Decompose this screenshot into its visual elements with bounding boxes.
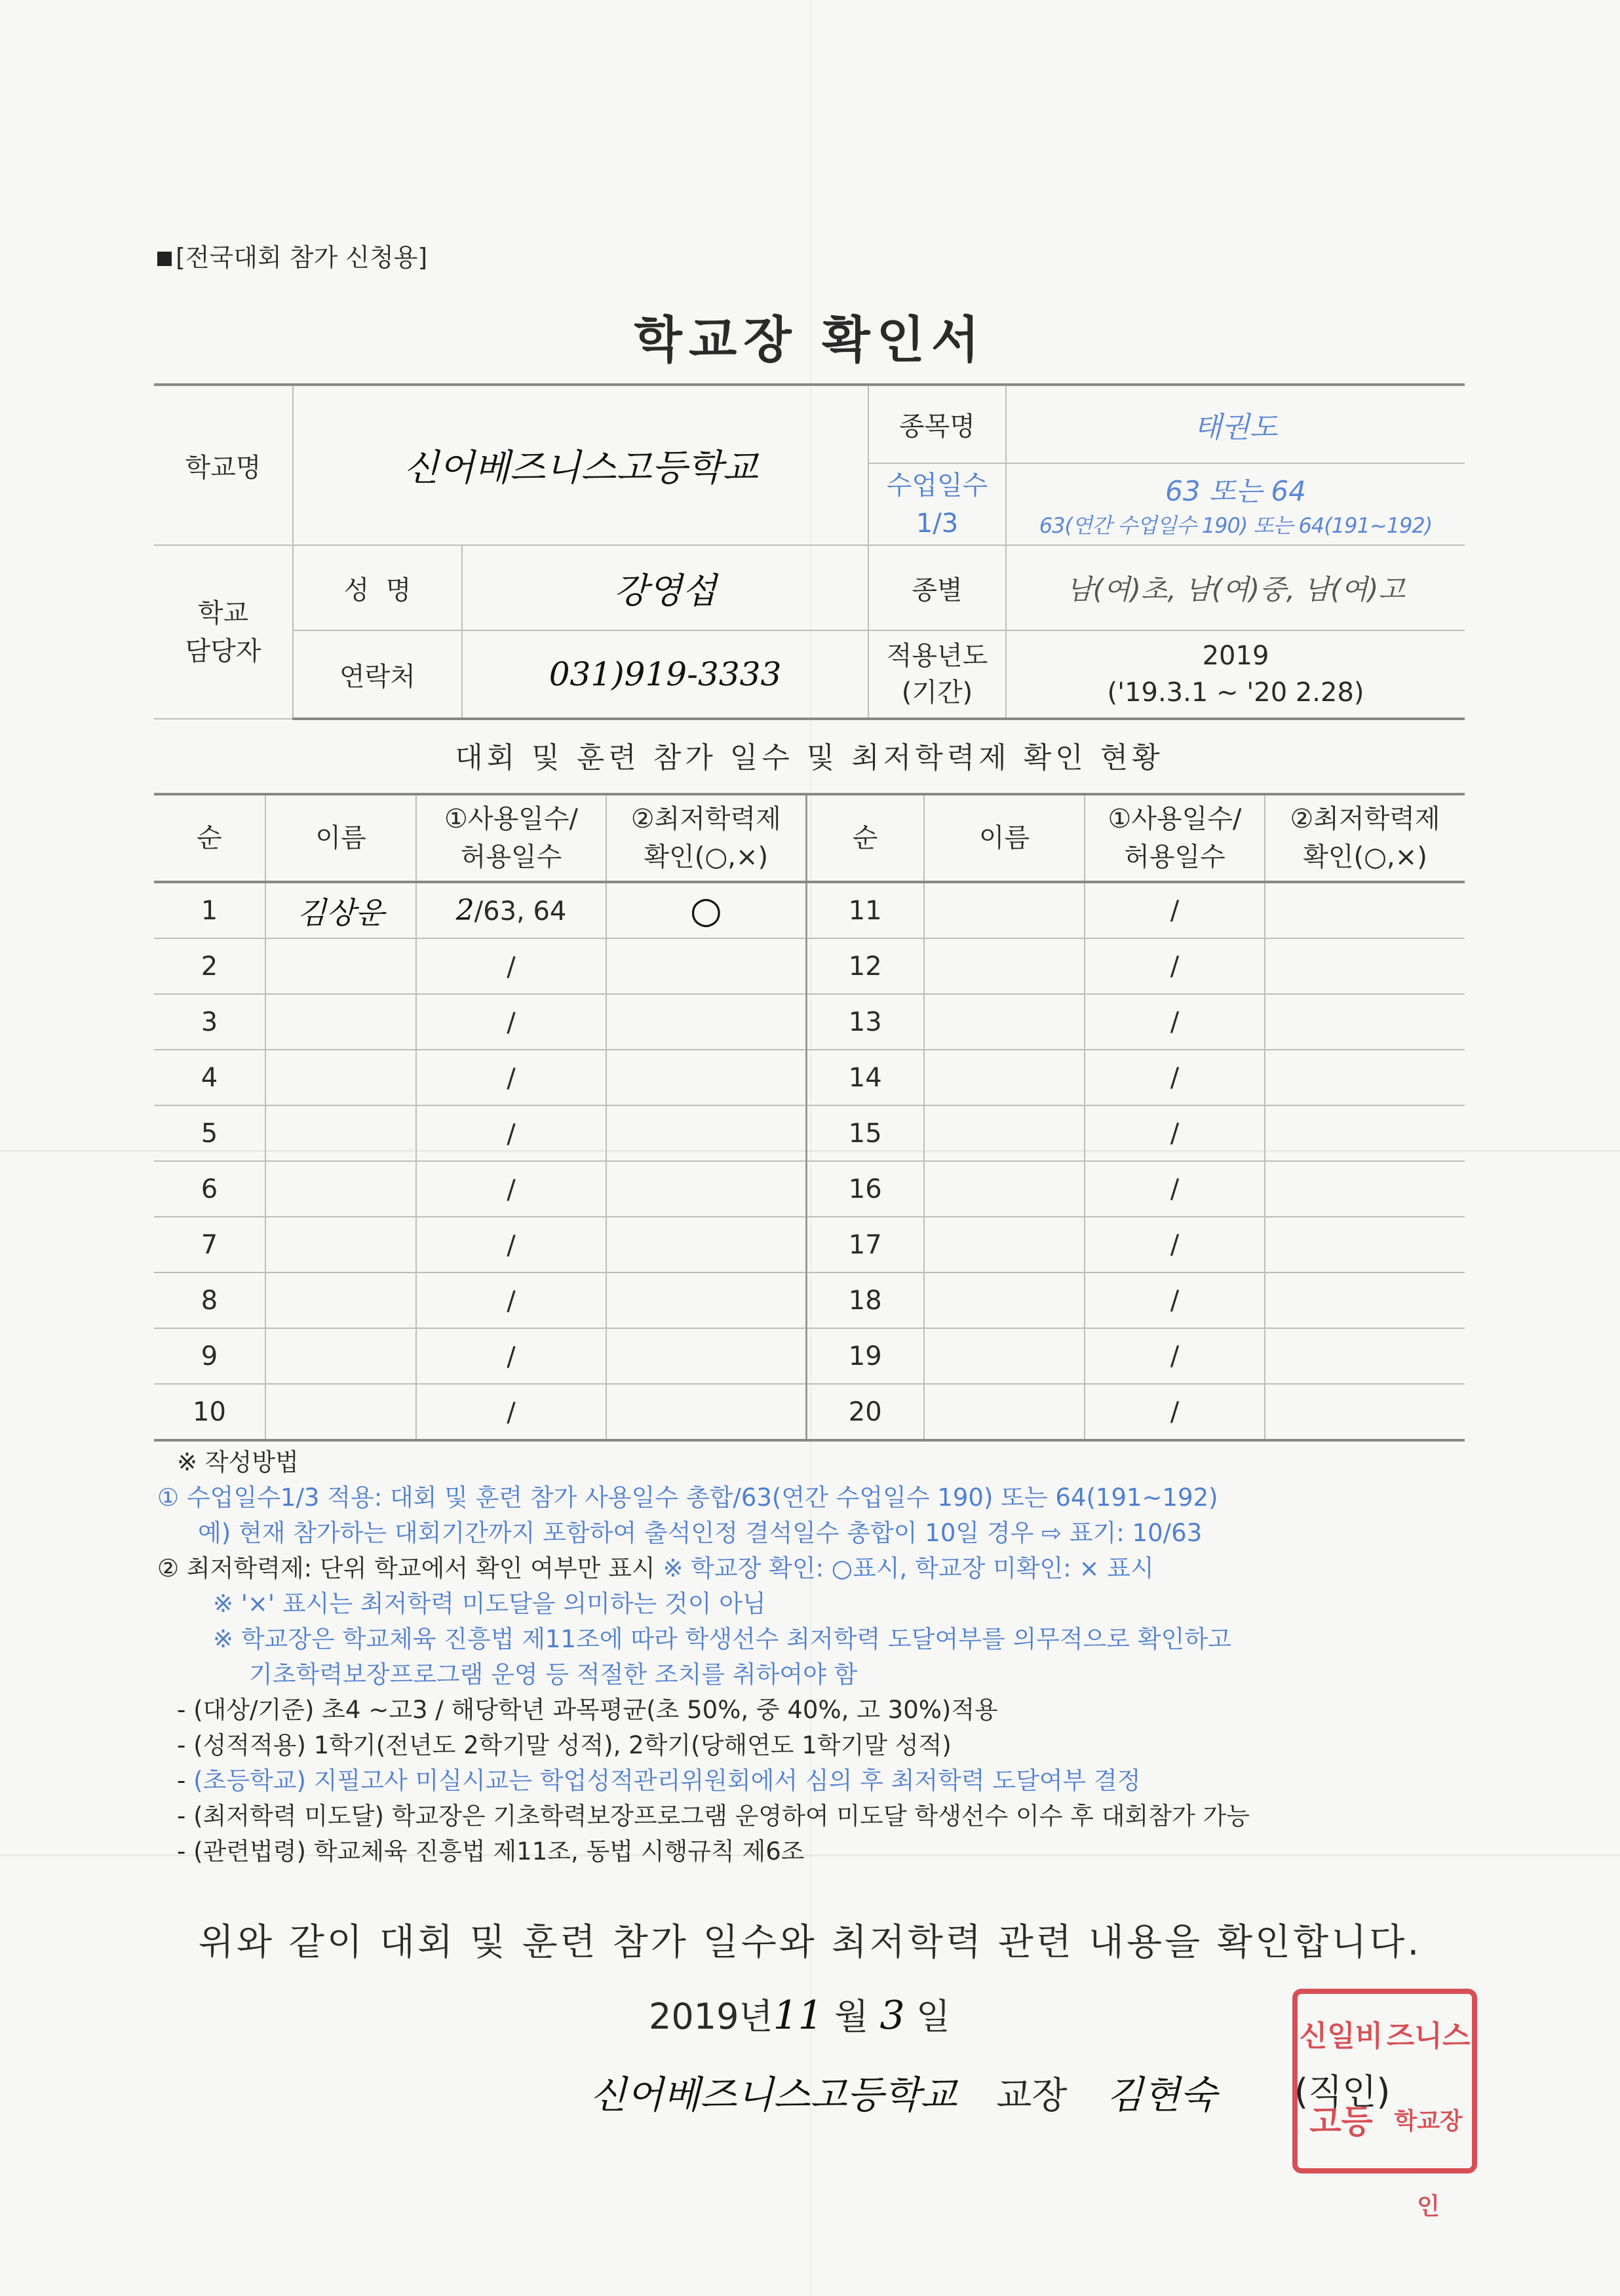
participant-rows xyxy=(154,882,1465,1440)
row-num: 12 xyxy=(806,938,924,994)
note-3: ※ '×' 표시는 최저학력 미도달을 의미하는 것이 아님 xyxy=(213,1590,766,1618)
school-days-label: 수업일수 1/3 xyxy=(868,463,1006,545)
allowed-days-value: / xyxy=(507,1342,516,1372)
row-num: 4 xyxy=(154,1050,265,1105)
row-name xyxy=(265,994,416,1050)
row-min-academic-check xyxy=(606,1217,806,1272)
row-name xyxy=(924,1050,1085,1105)
row-num: 9 xyxy=(154,1328,265,1384)
allowed-days-value: / xyxy=(507,1063,516,1094)
row-used-days xyxy=(416,938,606,994)
row-used-days: / xyxy=(1085,938,1265,994)
row-min-academic-check xyxy=(1265,1328,1465,1384)
allowed-days-value: / xyxy=(507,1175,516,1205)
row-name xyxy=(924,1105,1085,1161)
section-title: 대회 및 훈련 참가 일수 및 최저학력제 확인 현황 xyxy=(455,741,1164,775)
row-min-academic-check xyxy=(606,994,806,1050)
row-min-academic-check xyxy=(1265,1105,1465,1161)
row-min-academic-check xyxy=(1265,882,1465,938)
row-used-days xyxy=(416,1217,606,1272)
apply-year-value: 2019 ('19.3.1 ~ '20 2.28) xyxy=(1006,630,1465,719)
row-min-academic-check xyxy=(1265,1272,1465,1328)
row-min-academic-check xyxy=(606,1050,806,1105)
apply-year-label: 적용년도 (기간) xyxy=(868,630,1006,719)
school-manager-label: 학교 담당자 xyxy=(154,545,293,719)
row-num: 5 xyxy=(154,1105,265,1161)
row-used-days xyxy=(416,882,606,938)
seal-label: (직인) xyxy=(1294,2071,1391,2113)
note-1a: ① 수업일수1/3 적용: 대회 및 훈련 참가 사용일수 총합/63(연간 수업일수 190) 또는 64(191~192) xyxy=(157,1483,1218,1512)
header-num: 순 xyxy=(154,794,265,882)
header-min-academic: ②최저학력제 확인(○,×) xyxy=(606,794,806,882)
header-num: 순 xyxy=(806,794,924,882)
category-label: 종별 xyxy=(868,545,1006,630)
row-min-academic-check xyxy=(1265,1050,1465,1105)
row-used-days xyxy=(416,1161,606,1217)
row-num: 11 xyxy=(806,882,924,938)
row-min-academic-check xyxy=(606,1161,806,1217)
detail-4: - (최저학력 미도달) 학교장은 기초학력보장프로그램 운영하여 미도달 학생선수 이수 후 대회참가 가능 xyxy=(177,1802,1250,1830)
used-days-value: 2 xyxy=(455,894,474,927)
table-row xyxy=(154,1384,1465,1440)
row-num: 6 xyxy=(154,1161,265,1217)
official-seal-stamp: 신일비 즈니스 고등 학교장인 xyxy=(1292,1989,1477,2173)
row-name xyxy=(924,1217,1085,1272)
detail-1: - (대상/기준) 초4 ~고3 / 해당학년 과목평균(초 50%, 중 40%, 고 30%)적용 xyxy=(177,1696,998,1724)
row-name xyxy=(265,1105,416,1161)
note-2: ② 최저학력제: 단위 학교에서 확인 여부만 표시 ※ 학교장 확인: ○표시, 학교장 미확인: × 표시 xyxy=(157,1554,1154,1582)
row-used-days xyxy=(416,1105,606,1161)
row-used-days: / xyxy=(1085,994,1265,1050)
row-name xyxy=(924,1272,1085,1328)
allowed-days-value: / xyxy=(507,1008,516,1038)
row-used-days: / xyxy=(1085,1161,1265,1217)
row-used-days xyxy=(416,1328,606,1384)
contact-value: 031)919-3333 xyxy=(462,630,868,719)
school-info-table xyxy=(154,383,1465,720)
row-min-academic-check xyxy=(1265,1161,1465,1217)
school-name-value: 신어베즈니스고등학교 xyxy=(293,385,868,545)
allowed-days-value: / xyxy=(507,1286,516,1316)
row-name xyxy=(265,938,416,994)
school-name-label: 학교명 xyxy=(154,385,293,545)
row-name xyxy=(924,1384,1085,1440)
row-name xyxy=(265,1328,416,1384)
row-num: 13 xyxy=(806,994,924,1050)
row-used-days xyxy=(416,1050,606,1105)
school-days-value: 63 또는 64 63(연간 수업일수 190) 또는 64(191~192) xyxy=(1006,463,1465,545)
participant-list-table xyxy=(154,793,1465,1442)
table-row xyxy=(154,1161,1465,1217)
row-min-academic-check xyxy=(606,938,806,994)
row-name xyxy=(265,1050,416,1105)
row-used-days: / xyxy=(1085,1384,1265,1440)
row-min-academic-check xyxy=(1265,938,1465,994)
table-row xyxy=(154,938,1465,994)
writing-instructions xyxy=(157,1445,1475,1869)
document-title: 학교장 확인서 xyxy=(634,311,986,369)
allowed-days-value: / xyxy=(507,1231,516,1261)
row-used-days: / xyxy=(1085,1217,1265,1272)
row-name xyxy=(924,1328,1085,1384)
table-row xyxy=(154,1272,1465,1328)
row-used-days: / xyxy=(1085,1050,1265,1105)
row-num: 16 xyxy=(806,1161,924,1217)
note-4a: ※ 학교장은 학교체육 진흥법 제11조에 따라 학생선수 최저학력 도달여부를 의무적으로 확인하고 xyxy=(213,1625,1231,1653)
row-name xyxy=(265,1384,416,1440)
row-name xyxy=(924,1161,1085,1217)
event-label: 종목명 xyxy=(868,385,1006,463)
header-used-days: ①사용일수/ 허용일수 xyxy=(416,794,606,882)
row-num: 2 xyxy=(154,938,265,994)
principal-signature-line xyxy=(590,2064,1256,2119)
row-used-days: / xyxy=(1085,1105,1265,1161)
detail-5: - (관련법령) 학교체육 진흥법 제11조, 동법 시행규칙 제6조 xyxy=(177,1837,805,1866)
row-min-academic-check xyxy=(1265,994,1465,1050)
row-name xyxy=(265,1161,416,1217)
allowed-days-value: / xyxy=(507,952,516,982)
header-used-days: ①사용일수/ 허용일수 xyxy=(1085,794,1265,882)
row-num: 8 xyxy=(154,1272,265,1328)
row-num: 18 xyxy=(806,1272,924,1328)
row-num: 14 xyxy=(806,1050,924,1105)
row-used-days xyxy=(416,994,606,1050)
row-num: 17 xyxy=(806,1217,924,1272)
contact-label: 연락처 xyxy=(293,630,462,719)
signature-date: 2019년11 월 3 일 xyxy=(649,1993,950,2038)
header-name: 이름 xyxy=(265,794,416,882)
table-row xyxy=(154,994,1465,1050)
notes-heading: ※ 작성방법 xyxy=(177,1448,299,1476)
row-name xyxy=(265,1272,416,1328)
note-4b: 기초학력보장프로그램 운영 등 적절한 조치를 취하여야 함 xyxy=(249,1660,858,1689)
allowed-days-value: / xyxy=(507,1398,516,1428)
signature-name: 김현숙 xyxy=(1106,2073,1217,2117)
row-name xyxy=(265,1217,416,1272)
row-used-days xyxy=(416,1272,606,1328)
row-num: 1 xyxy=(154,882,265,938)
allowed-days-value: / xyxy=(507,1119,516,1149)
row-min-academic-check xyxy=(606,1105,806,1161)
row-name xyxy=(924,994,1085,1050)
header-name: 이름 xyxy=(924,794,1085,882)
row-min-academic-check: ○ xyxy=(606,882,806,938)
detail-2: - (성적적용) 1학기(전년도 2학기말 성적), 2학기(당해연도 1학기말 성적) xyxy=(177,1731,952,1759)
detail-3: - (초등학교) 지필고사 미실시교는 학업성적관리위원회에서 심의 후 최저학력 도달여부 결정 xyxy=(177,1767,1141,1795)
row-num: 20 xyxy=(806,1384,924,1440)
confirmation-statement: 위와 같이 대회 및 훈련 참가 일수와 최저학력 관련 내용을 확인합니다. xyxy=(198,1921,1422,1964)
note-1b: 예) 현재 참가하는 대회기간까지 포함하여 출석인정 결석일수 총합이 10일 경우 ⇨ 표기: 10/63 xyxy=(198,1519,1203,1547)
table-row xyxy=(154,1105,1465,1161)
table-row xyxy=(154,1217,1465,1272)
square-bullet-icon xyxy=(157,252,172,266)
row-min-academic-check xyxy=(606,1384,806,1440)
row-name xyxy=(924,938,1085,994)
row-num: 10 xyxy=(154,1384,265,1440)
allowed-days-value: /63, 64 xyxy=(474,896,567,927)
event-value: 태권도 xyxy=(1006,385,1465,463)
row-used-days: / xyxy=(1085,882,1265,938)
signature-school: 신어베즈니스고등학교 xyxy=(590,2073,957,2117)
row-used-days xyxy=(416,1384,606,1440)
table-row xyxy=(154,882,1465,938)
row-num: 7 xyxy=(154,1217,265,1272)
row-name: 김상운 xyxy=(265,882,416,938)
signature-role: 교장 xyxy=(996,2075,1068,2117)
row-used-days: / xyxy=(1085,1272,1265,1328)
row-name xyxy=(924,882,1085,938)
table-row xyxy=(154,1328,1465,1384)
row-min-academic-check xyxy=(1265,1384,1465,1440)
header-min-academic: ②최저학력제 확인(○,×) xyxy=(1265,794,1465,882)
row-min-academic-check xyxy=(1265,1217,1465,1272)
row-num: 3 xyxy=(154,994,265,1050)
manager-name-value: 강영섭 xyxy=(462,545,868,630)
category-value: 남(여)초, 남(여)중, 남(여)고 xyxy=(1006,545,1465,630)
row-num: 19 xyxy=(806,1328,924,1384)
form-usage-label: [전국대회 참가 신청용] xyxy=(157,237,427,273)
table-row xyxy=(154,1050,1465,1105)
manager-name-label: 성 명 xyxy=(293,545,462,630)
row-used-days: / xyxy=(1085,1328,1265,1384)
row-min-academic-check xyxy=(606,1328,806,1384)
row-num: 15 xyxy=(806,1105,924,1161)
row-min-academic-check xyxy=(606,1272,806,1328)
